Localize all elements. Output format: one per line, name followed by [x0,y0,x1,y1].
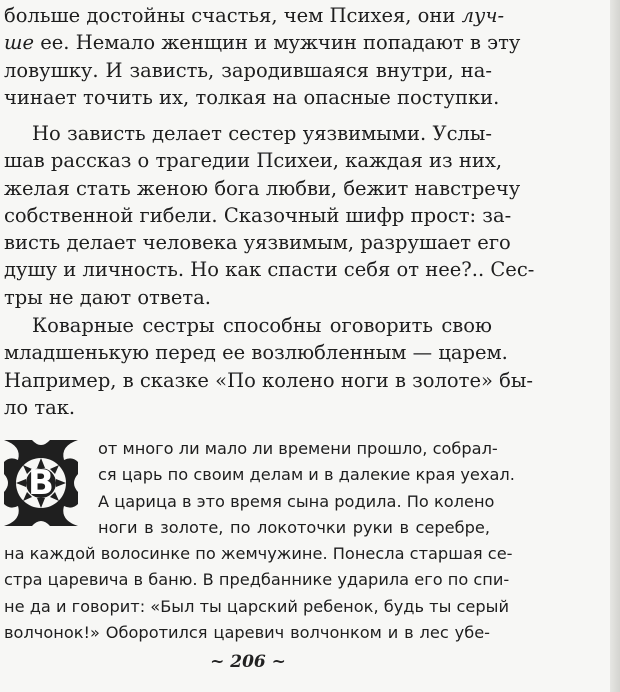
text-line: Но зависть делает сестер уязвимыми. Услы- [32,122,492,145]
text-line: висть делает человека уязвимым, разрушает его [4,231,511,255]
text-line: больше достойны счастья, чем Психея, они луч- [4,4,505,27]
ornament-icon [4,440,78,526]
text-line: ся царь по своим делам и в далекие края уехал. [98,465,515,485]
page-number: ~ 206 ~ [210,652,286,672]
text-line: А царица в это время сына родила. По колено [98,491,495,511]
text-line: желая стать женою бога любви, бежит навстречу [4,176,521,200]
text-line: волчонок!» Оборотился царевич волчонком и в лес убе- [4,623,490,643]
drop-cap-ornament [4,440,78,526]
text-line: собственной гибели. Сказочный шифр прост: за- [4,203,512,227]
text-line: стра царевича в баню. В предбаннике ударила его по спи- [4,570,510,590]
text-line: ло так. [4,395,76,419]
tale-text-full [4,541,513,647]
text-line: ноги в золоте, по локоточки руки в серебре, [98,518,490,538]
paragraph-2 [4,120,535,311]
text-line: тры не дают ответа. [4,285,211,309]
text-line: ше ее. Немало женщин и мужчин попадают в эту [4,31,521,55]
drop-cap-letter: В [28,463,54,503]
text-line: ловушку. И зависть, зародившаяся внутри, на- [4,58,492,82]
text-line: не да и говорит: «Был ты царский ребенок, будь ты серый [4,596,509,616]
text-line: шав рассказ о трагедии Психеи, каждая из них, [4,149,503,173]
paragraph-3 [4,312,533,421]
text-line: чинает точить их, толкая на опасные поступки. [4,85,500,109]
paragraph-1 [4,2,521,111]
text-line: Например, в сказке «По колено ноги в золоте» бы- [4,368,533,392]
text-line: душу и личность. Но как спасти себя от нее?.. Сес- [4,258,535,282]
text-line: младшенькую перед ее возлюбленным — царем. [4,341,508,365]
page-edge [610,0,620,692]
text-line: Коварные сестры способны оговорить свою [32,314,492,337]
text-line: от много ли мало ли времени прошло, собрал- [98,439,498,458]
tale-text-indented [98,436,515,542]
text-line: на каждой волосинке по жемчужине. Понесла старшая се- [4,544,513,563]
